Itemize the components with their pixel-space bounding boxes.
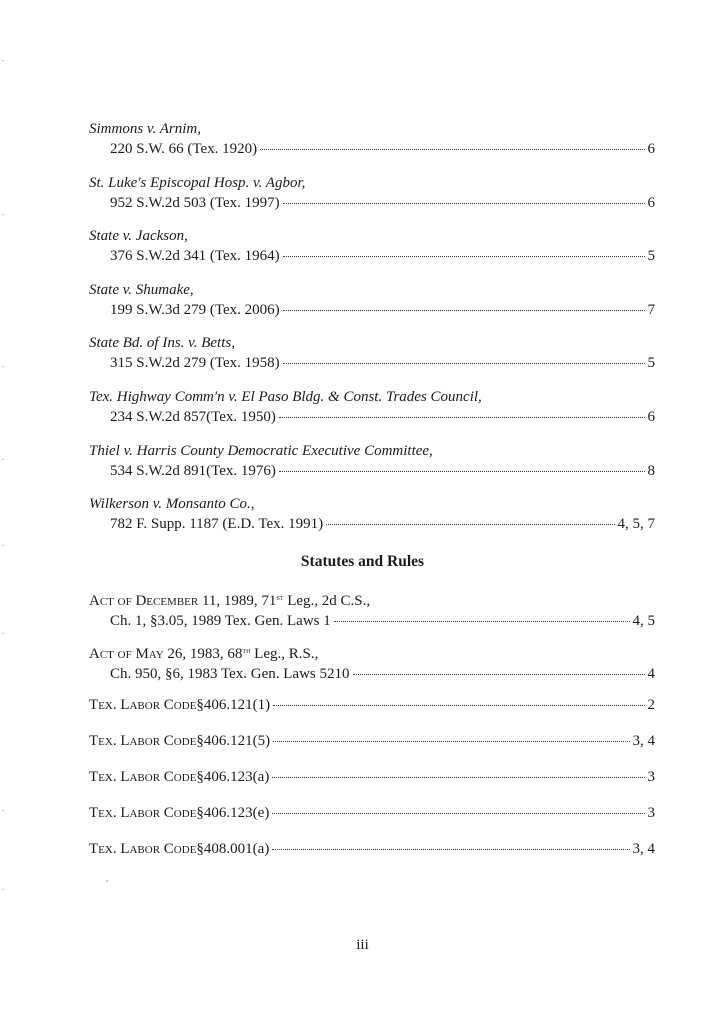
citation: 315 S.W.2d 279 (Tex. 1958) <box>110 355 280 371</box>
citation-line <box>89 194 655 212</box>
page-reference: 5 <box>647 355 655 371</box>
citation-line <box>89 354 655 372</box>
citation-line <box>89 515 655 533</box>
statute-name: Tex. Labor Code <box>89 733 197 749</box>
citation-line <box>89 408 655 426</box>
page-reference: 6 <box>647 409 655 425</box>
scan-speck <box>106 880 108 882</box>
dot-leader <box>283 203 645 204</box>
case-entry <box>89 281 655 319</box>
statute-section: §406.123(e) <box>196 805 270 821</box>
case-entry <box>89 334 655 372</box>
statute-section: §408.001(a) <box>196 841 270 857</box>
case-name: Simmons v. Arnim, <box>89 121 201 137</box>
page-reference: 4, 5, 7 <box>617 516 655 532</box>
citation: 534 S.W.2d 891(Tex. 1976) <box>110 463 276 479</box>
act-title: Act of May 26, 1983, 68th Leg., R.S., <box>89 645 319 662</box>
case-name: Tex. Highway Comm'n v. El Paso Bldg. & Const. Trades Council, <box>89 389 482 405</box>
dot-leader <box>326 524 614 525</box>
citation-line <box>89 140 655 158</box>
case-entry <box>89 442 655 480</box>
page-reference: 3 <box>647 805 655 821</box>
citation: Ch. 950, §6, 1983 Tex. Gen. Laws 5210 <box>110 666 350 682</box>
statute-entry <box>89 732 655 750</box>
citation-line <box>89 301 655 319</box>
dot-leader <box>279 417 645 418</box>
scan-margin-marks <box>2 0 5 1024</box>
statute-name: Tex. Labor Code <box>89 805 197 821</box>
statute-section: §406.121(5) <box>196 733 271 749</box>
case-entry <box>89 227 655 265</box>
dot-leader <box>334 621 630 622</box>
page-reference: 6 <box>647 195 655 211</box>
citation: 782 F. Supp. 1187 (E.D. Tex. 1991) <box>110 516 324 532</box>
citation: 220 S.W. 66 (Tex. 1920) <box>110 141 258 157</box>
citation-line <box>89 462 655 480</box>
statute-section: §406.121(1) <box>196 697 271 713</box>
page-reference: 7 <box>647 302 655 318</box>
page-reference: 5 <box>647 248 655 264</box>
dot-leader <box>353 674 645 675</box>
case-name: State Bd. of Ins. v. Betts, <box>89 335 235 351</box>
dot-leader <box>272 777 644 778</box>
page-reference: 3 <box>647 769 655 785</box>
page-reference: 6 <box>647 141 655 157</box>
page-reference: 4 <box>647 666 655 682</box>
page-number: iii <box>356 937 369 953</box>
section-heading: Statutes and Rules <box>300 553 425 570</box>
case-entry <box>89 495 655 533</box>
page-reference: 8 <box>647 463 655 479</box>
page-reference: 2 <box>647 697 655 713</box>
page-reference: 3, 4 <box>632 841 655 857</box>
case-name: Thiel v. Harris County Democratic Executive Committee, <box>89 443 433 459</box>
statute-name: Tex. Labor Code <box>89 769 197 785</box>
dot-leader <box>283 256 645 257</box>
dot-leader <box>260 149 644 150</box>
dot-leader <box>283 363 645 364</box>
dot-leader <box>273 741 629 742</box>
case-name: Wilkerson v. Monsanto Co., <box>89 496 255 512</box>
citation-line <box>89 247 655 265</box>
citation: Ch. 1, §3.05, 1989 Tex. Gen. Laws 1 <box>110 613 331 629</box>
case-name: St. Luke's Episcopal Hosp. v. Agbor, <box>89 175 306 191</box>
citation-line <box>89 612 655 630</box>
case-entry <box>89 120 655 158</box>
act-entry <box>89 641 655 683</box>
case-entry <box>89 388 655 426</box>
case-entry <box>89 174 655 212</box>
dot-leader <box>279 471 645 472</box>
case-name: State v. Jackson, <box>89 228 188 244</box>
statute-entry <box>89 696 655 714</box>
statute-entry <box>89 768 655 786</box>
dot-leader <box>273 705 644 706</box>
act-entry <box>89 588 655 630</box>
page-reference: 3, 4 <box>632 733 655 749</box>
citation: 199 S.W.3d 279 (Tex. 2006) <box>110 302 280 318</box>
case-name: State v. Shumake, <box>89 282 194 298</box>
citation-line <box>89 665 655 683</box>
dot-leader <box>272 813 644 814</box>
act-title: Act of December 11, 1989, 71st Leg., 2d C.S., <box>89 592 371 609</box>
dot-leader <box>283 310 645 311</box>
citation: 234 S.W.2d 857(Tex. 1950) <box>110 409 276 425</box>
statute-name: Tex. Labor Code <box>89 841 197 857</box>
page-reference: 4, 5 <box>632 613 655 629</box>
citation: 952 S.W.2d 503 (Tex. 1997) <box>110 195 280 211</box>
statute-entry <box>89 804 655 822</box>
statute-section: §406.123(a) <box>196 769 270 785</box>
statute-entry <box>89 840 655 858</box>
dot-leader <box>272 849 629 850</box>
statute-name: Tex. Labor Code <box>89 697 197 713</box>
citation: 376 S.W.2d 341 (Tex. 1964) <box>110 248 280 264</box>
